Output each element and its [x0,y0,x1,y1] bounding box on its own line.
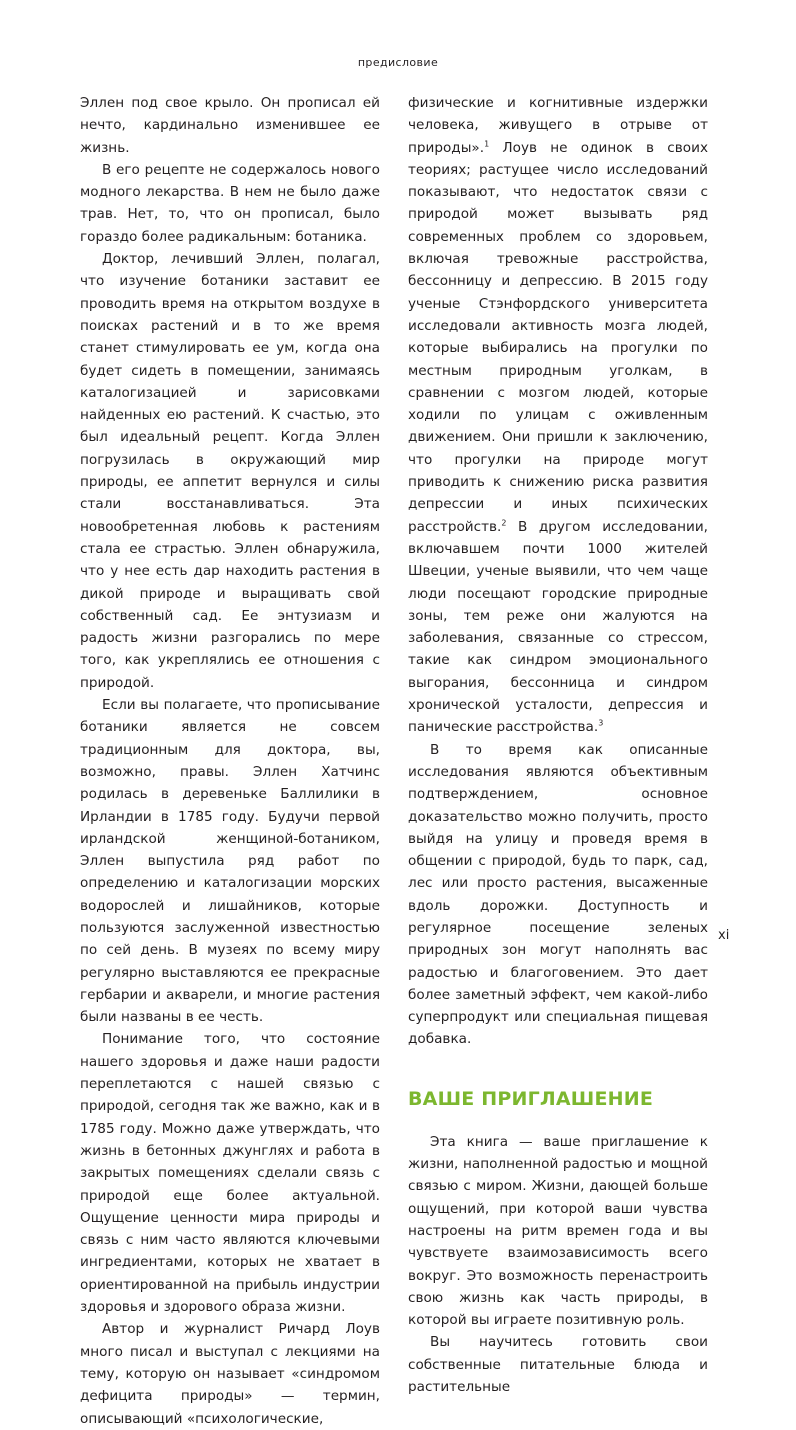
footnote-ref: 3 [598,718,604,728]
paragraph: В то время как описанные исследования являются объективным подтверждением, основное доказательство можно получить, просто выйдя на улицу и проведя время в общении с природой, будь то парк, сад, лес или просто растения, высаженные вдоль дорожки. Доступность и регулярное посещение зеленых природных зон могут наполнять вас радостью и благоговением. Это дает более заметный эффект, чем какой-либо суперпродукт или специальная пищевая добавка. [408,741,708,1048]
section-heading: ВАШЕ ПРИГЛАШЕНИЕ [408,1087,654,1110]
paragraph-text: физические и когнитивные издержки человека, живущего в отрыве от природы». [408,95,708,156]
paragraph: Доктор, лечивший Эллен, полагал, что изучение ботаники заставит ее проводить время на открытом воздухе в поисках растений и в то же время станет стимулировать ее ум, когда она будет сидеть в помещении, занимаясь каталогизацией и зарисовками найденных ею растений. К счастью, это был идеальный рецепт. Когда Эллен погрузилась в окружающий мир природы, ее аппетит вернулся и силы стали восстанавливаться. Эта новообретенная любовь к растениям стала ее страстью. Эллен обнаружила, что у нее есть дар находить растения в дикой природе и выращивать свой собственный сад. Ее энтузиазм и радость жизни разгорались по мере того, как укреплялись ее отношения с природой. [80,251,380,691]
right-column [408,92,708,1398]
paragraph-text: В другом исследовании, включавшем почти 1000 жителей Швеции, ученые выявили, что чем чаще люди посещают городские природные зоны, тем реже они жалуются на заболевания, связанные со стрессом, такие как синдром эмоционального выгорания, бессонница и синдром хронической усталости, депрессия и панические расстройства. [408,518,708,736]
paragraph: В его рецепте не содержалось нового модного лекарства. В нем не было даже трав. Нет, то, что он прописал, было гораздо более радикальным: ботаника. [80,161,380,245]
paragraph: Понимание того, что состояние нашего здоровья и даже наши радости переплетаются с нашей связью с природой, сегодня так же важно, как и в 1785 году. Можно даже утверждать, что жизнь в бетонных джунглях и работа в закрытых помещениях сделали связь с природой еще более актуальной. Ощущение ценности мира природы и связь с ним часто являются ключевыми ингредиентами, которых не хватает в ориентированной на прибыль индустрии здоровья и здорового образа жизни. [80,1031,380,1316]
left-column [80,92,380,1430]
footnote-ref: 2 [501,518,507,528]
footnote-ref: 1 [484,139,490,149]
paragraph: Автор и журналист Ричард Лоув много писал и выступал с лекциями на тему, которую он называет «синдромом дефицита природы» — термин, описывающий «психологические, [80,1321,380,1427]
paragraph: Эта книга — ваше приглашение к жизни, наполненной радостью и мощной связью с миром. Жизни, дающей больше ощущений, при которой ваши чувства настроены на ритм времен года и вы чувствуете взаимозависимость всего вокруг. Это возможность перенастроить свою жизнь как часть природы, в которой вы играете позитивную роль. [408,1133,708,1329]
paragraph: Если вы полагаете, что прописывание ботаники является не совсем традиционным для доктора, вы, возможно, правы. Эллен Хатчинс родилась в деревеньке Баллилики в Ирландии в 1785 году. Будучи первой ирландской женщиной-ботаником, Эллен выпустила ряд работ по определению и каталогизации морских водорослей и лишайников, которые пользуются заслуженной известностью по сей день. В музеях по всему миру регулярно выставляются ее прекрасные гербарии и акварели, и многие растения были названы в ее честь. [80,697,380,1026]
page-number: xi [718,928,730,943]
paragraph [408,92,708,739]
paragraph: Вы научитесь готовить свои собственные питательные блюда и растительные [408,1334,708,1396]
running-head: предисловие [357,56,439,69]
paragraph: Эллен под свое крыло. Он прописал ей нечто, кардинально изменившее ее жизнь. [80,95,380,156]
paragraph-text: Лоув не одинок в своих теориях; растущее число исследований показывают, что недостаток связи с природой может вызывать ряд современных проблем со здоровьем, включая тревожные расстройства, бессонницу и депрессию. В 2015 году ученые Стэнфордского университета исследовали активность мозга людей, которые выбирались на прогулки по местным природным уголкам, в сравнении с мозгом людей, которые ходили по улицам с оживленным движением. Они пришли к заключению, что прогулки на природе могут приводить к снижению риска развития депрессии и иных психических расстройств. [408,139,708,535]
